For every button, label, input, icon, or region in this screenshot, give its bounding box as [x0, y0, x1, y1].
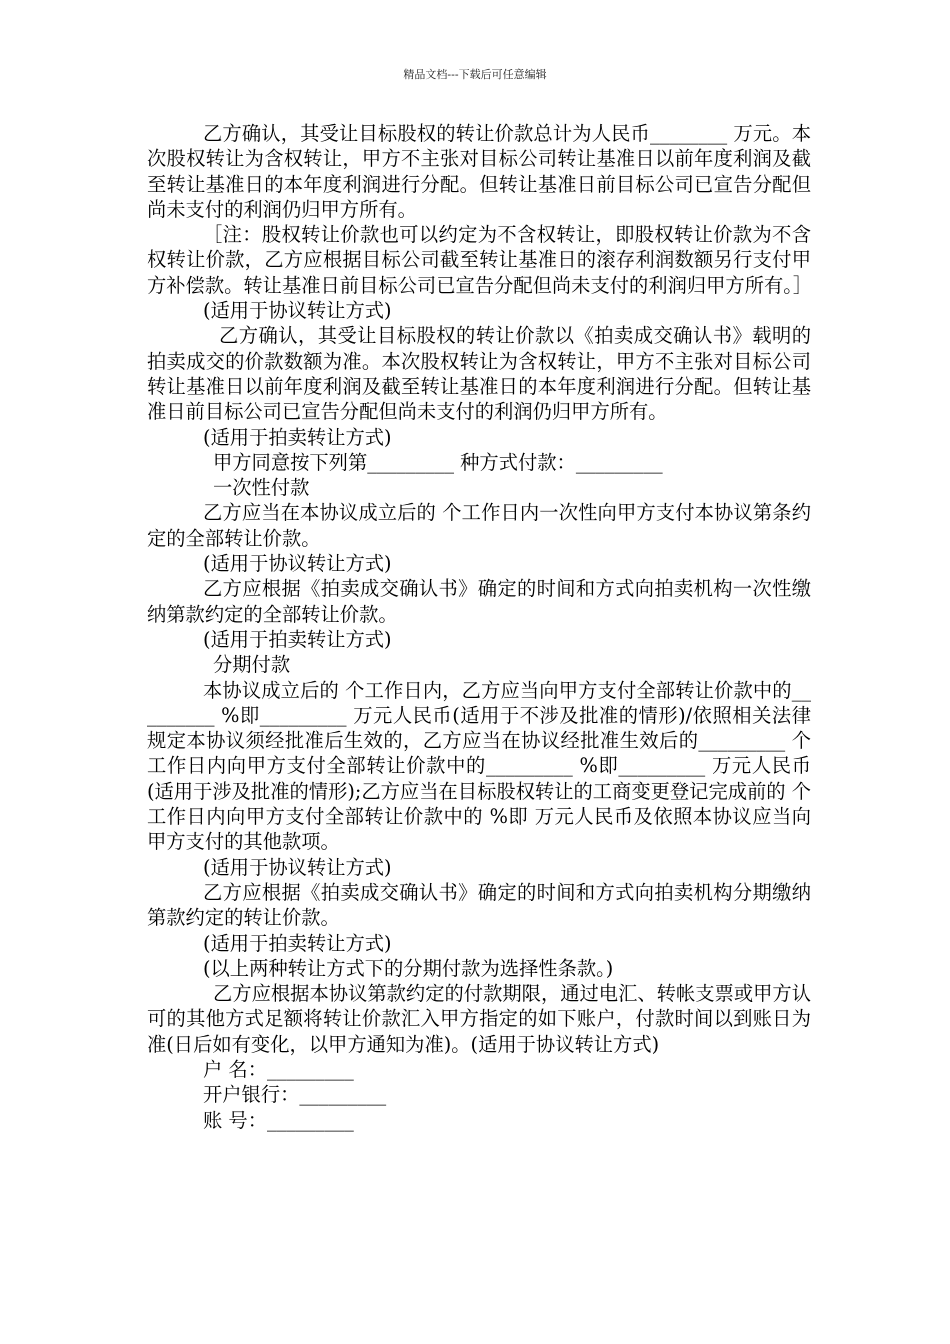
page-header: 精品文档---下载后可任意编辑 — [403, 68, 547, 81]
paragraph-installment-auction: 乙方应根据《拍卖成交确认书》确定的时间和方式向拍卖机构分期缴纳第款约定的转让价款。 — [147, 880, 811, 930]
document-body — [147, 121, 811, 1133]
paragraph-payment-method: 甲方同意按下列第_________ 种方式付款：_________ — [213, 450, 663, 474]
paragraph-lump-sum-agreement: 乙方应当在本协议成立后的 个工作日内一次性向甲方支付本协议第条约定的全部转让价款。 — [147, 501, 811, 550]
paragraph-applicable-agreement-1: (适用于协议转让方式) — [203, 299, 392, 323]
paragraph-applicable-agreement-2: (适用于协议转让方式) — [203, 552, 392, 576]
paragraph-payment-account: 乙方应根据本协议第款约定的付款期限，通过电汇、转帐支票或甲方认可的其他方式足额将转让价款汇入甲方指定的如下账户，付款时间以到账日为准(日后如有变化，以甲方通知为准)。(适用于协议转让方式) — [147, 982, 811, 1056]
paragraph-price-auction: 乙方确认，其受让目标股权的转让价款以《拍卖成交确认书》载明的拍卖成交的价款数额为准。本次股权转让为含权转让，甲方不主张对目标公司转让基准日以前年度利润及截至转让基准日的本年度利润进行分配。但转让基准日前目标公司已宣告分配但尚未支付的利润仍归甲方所有。 — [147, 324, 811, 424]
field-bank: 开户银行：_________ — [203, 1083, 387, 1107]
paragraph-installment-optional: (以上两种转让方式下的分期付款为选择性条款。) — [203, 956, 614, 980]
paragraph-applicable-auction-3: (适用于拍卖转让方式) — [203, 931, 392, 955]
paragraph-price-total: 乙方确认，其受让目标股权的转让价款总计为人民币________ 万元。本次股权转让为含权转让，甲方不主张对目标公司转让基准日以前年度利润及截至转让基准日的本年度利润进行分配。但转让基准日前目标公司已宣告分配但尚未支付的利润仍归甲方所有。 — [147, 122, 811, 221]
field-account-number: 账 号：_________ — [203, 1108, 354, 1132]
heading-lump-sum: 一次性付款 — [213, 476, 310, 500]
paragraph-applicable-auction-1: (适用于拍卖转让方式) — [203, 425, 392, 449]
field-account-name: 户 名：_________ — [203, 1057, 354, 1081]
paragraph-note: ［注：股权转让价款也可以约定为不含权转让，即股权转让价款为不含权转让价款，乙方应根据目标公司截至转让基准日的滚存利润数额另行支付甲方补偿款。转让基准日前目标公司已宣告分配但尚未支付的利润归甲方所有。］ — [147, 223, 813, 297]
heading-installment: 分期付款 — [213, 653, 291, 677]
paragraph-applicable-agreement-3: (适用于协议转让方式) — [203, 855, 392, 879]
paragraph-applicable-auction-2: (适用于拍卖转让方式) — [203, 627, 392, 651]
paragraph-installment-agreement: 本协议成立后的 个工作日内，乙方应当向甲方支付全部转让价款中的_________ %即_________ 万元人民币(适用于不涉及批准的情形)/依照相关法律规定本协议须经批准后生效的，乙方应当在协议经批准生效后的_________ 个工作日内向甲方支付全部转让价款中的_________ %即_________ 万元人民币(适用于涉及批准的情形);乙方应当在目标股权转让的工商变更登记完成前的 个工作日内向甲方支付全部转让价款中的 %即 万元人民币及依照本协议应当向甲方支付的其他款项。 — [147, 678, 811, 854]
paragraph-lump-sum-auction: 乙方应根据《拍卖成交确认书》确定的时间和方式向拍卖机构一次性缴纳第款约定的全部转让价款。 — [147, 577, 811, 626]
